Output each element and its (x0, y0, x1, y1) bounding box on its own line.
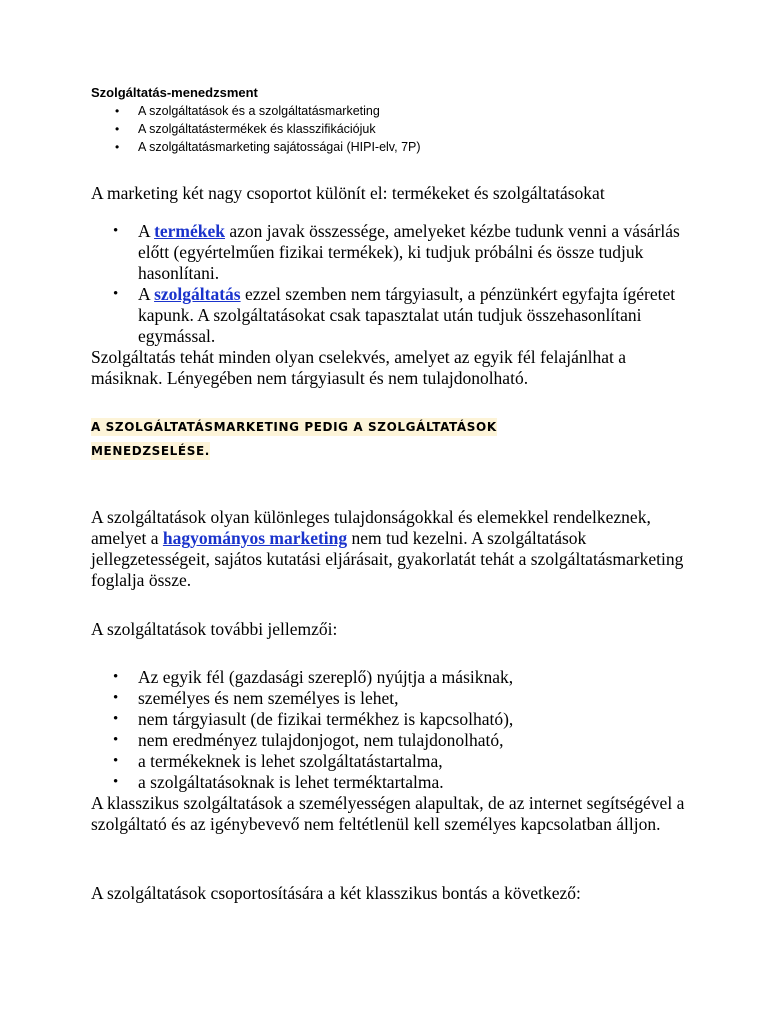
bullet-icon: • (113, 711, 119, 727)
definition-paragraph: Szolgáltatás tehát minden olyan cselekvés, amelyet az egyik fél felajánlhat a másiknak. Lényegében nem tárgyiasult és nem tulajdonolható. (91, 347, 626, 388)
feature-item (91, 730, 691, 751)
topic-list (91, 102, 421, 156)
services-text-post: nem tud kezelni. A szolgáltatások jellegzetességeit, sajátos kutatási eljárásait, gyakorlatát tehát a szolgáltatásmarketing foglalja össze. (91, 528, 684, 590)
bullet-icon: • (113, 774, 119, 790)
highlighted-statement (91, 415, 561, 463)
features-list (91, 667, 691, 793)
feature-text: nem tárgyiasult (de fizikai termékhez is kapcsolható), (138, 709, 514, 729)
definition-list (91, 221, 691, 347)
classic-services-paragraph: A klasszikus szolgáltatások a személyességen alapultak, de az internet segítségével a szolgáltató és az igénybevevő nem feltétlenül kell személyes kapcsolatban álljon. (91, 793, 685, 834)
definition-prefix: A (138, 284, 155, 304)
feature-item (91, 667, 691, 688)
definition-text: ezzel szemben nem tárgyiasult, a pénzünkért egyfajta ígéretet kapunk. A szolgáltatásokat csak tapasztalat után tudjuk összehasonlítani egymással. (138, 284, 676, 346)
bullet-icon: • (115, 104, 120, 118)
services-text-pre: A szolgáltatások olyan különleges tulajdonságokkal és elemekkel rendelkeznek, amelyet a (91, 507, 651, 548)
definition-prefix: A (138, 221, 155, 241)
bullet-icon: • (113, 732, 119, 748)
topic-item (91, 138, 421, 156)
hagyomanyos-marketing-link[interactable]: hagyományos marketing (162, 528, 348, 548)
definition-item-szolgaltatas (91, 284, 691, 347)
definition-text: azon javak összessége, amelyeket kézbe tudunk venni a vásárlás előtt (egyértelműen fizikai termékek), ki tudjuk próbálni és össze tudjuk hasonlítani. (138, 221, 680, 283)
topic-text: A szolgáltatásmarketing sajátosságai (HIPI-elv, 7P) (138, 140, 421, 154)
topic-text: A szolgáltatások és a szolgáltatásmarketing (138, 104, 380, 118)
feature-item (91, 772, 691, 793)
services-paragraph (91, 507, 691, 591)
bullet-icon: • (113, 753, 119, 769)
szolgaltatas-link[interactable]: szolgáltatás (154, 284, 241, 304)
bullet-icon: • (113, 286, 119, 302)
feature-item (91, 709, 691, 730)
feature-item (91, 751, 691, 772)
feature-text: Az egyik fél (gazdasági szereplő) nyújtja a másiknak, (138, 667, 514, 687)
bullet-icon: • (113, 690, 119, 706)
topic-item (91, 102, 421, 120)
grouping-paragraph: A szolgáltatások csoportosítására a két klasszikus bontás a következő: (91, 883, 581, 903)
bullet-icon: • (115, 122, 120, 136)
highlight-line-1: A SZOLGÁLTATÁSMARKETING PEDIG A SZOLGÁLTATÁSOK (91, 420, 497, 434)
topic-text: A szolgáltatástermékek és klasszifikációjuk (138, 122, 376, 136)
intro-paragraph: A marketing két nagy csoportot különít el: termékeket és szolgáltatásokat (91, 183, 605, 203)
features-title: A szolgáltatások további jellemzői: (91, 619, 338, 639)
topic-item (91, 120, 421, 138)
feature-text: a szolgáltatásoknak is lehet terméktartalma. (138, 772, 444, 792)
bullet-icon: • (115, 140, 120, 154)
feature-text: nem eredményez tulajdonjogot, nem tulajdonolható, (138, 730, 504, 750)
highlight-line-2: MENEDZSELÉSE. (91, 444, 210, 458)
section-heading: Szolgáltatás-menedzsment (91, 85, 258, 100)
feature-text: személyes és nem személyes is lehet, (138, 688, 399, 708)
definition-item-termekek (91, 221, 691, 284)
bullet-icon: • (113, 669, 119, 685)
bullet-icon: • (113, 223, 119, 239)
feature-item (91, 688, 691, 709)
termekek-link[interactable]: termékek (154, 221, 226, 241)
feature-text: a termékeknek is lehet szolgáltatástartalma, (138, 751, 443, 771)
